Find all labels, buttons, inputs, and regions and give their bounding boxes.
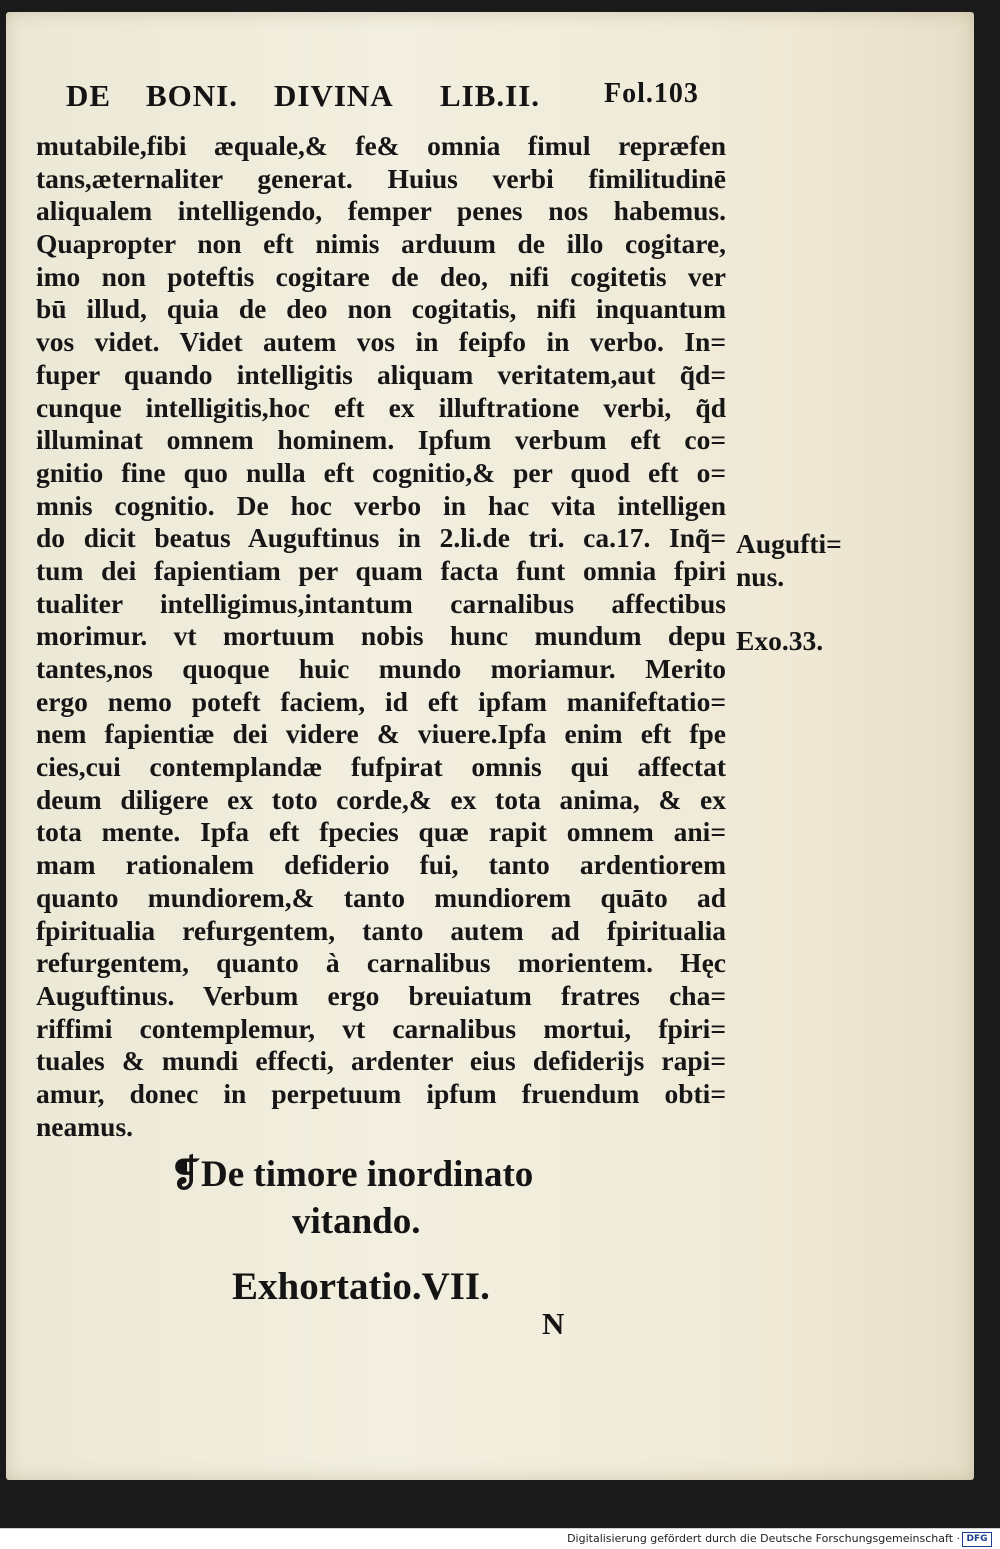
running-header xyxy=(66,78,716,118)
text-line: tualiter intelligimus,intantum carnalibus affectibus xyxy=(36,587,726,619)
margin-note-exodus: Exo.33. xyxy=(736,625,824,657)
text-line: vos videt. Videt autem vos in feipfo in verbo. In= xyxy=(36,326,726,358)
signature-mark: N xyxy=(542,1306,565,1341)
footer-credit: Digitalisierung gefördert durch die Deutsche Forschungsgemeinschaft · xyxy=(567,1532,960,1545)
text-line: tum dei fapientiam per quam facta funt omnia fpiri xyxy=(36,554,726,586)
body-text xyxy=(36,130,726,1143)
section-heading-line-3: Exhortatio.VII. xyxy=(232,1265,490,1308)
text-line: bū illud, quia de deo non cogitatis, nifi inquantum xyxy=(36,293,726,325)
text-line: fpiritualia refurgentem, tanto autem ad fpiritualia xyxy=(36,914,726,946)
text-line: tantes,nos quoque huic mundo moriamur. Merito xyxy=(36,653,726,684)
margin-gap xyxy=(736,593,876,625)
section-heading-line-1: ❡De timore inordinato xyxy=(170,1154,534,1195)
header-word-lib: LIB.II. xyxy=(440,78,541,113)
margin-note-augustinus-2: nus. xyxy=(736,560,785,592)
header-word-boni: BONI. xyxy=(146,78,238,113)
text-line: aliqualem intelligendo, femper penes nos habemus. xyxy=(36,195,726,227)
text-line: do dicit beatus Auguftinus in 2.li.de tri. ca.17. Inq̃= xyxy=(36,522,726,554)
text-line: tota mente. Ipfa eft fpecies quæ rapit omnem ani= xyxy=(36,816,726,848)
text-line: tans,æternaliter generat. Huius verbi fimilitudinē xyxy=(36,162,726,194)
margin-notes xyxy=(736,528,876,658)
text-line: illuminat omnem hominem. Ipfum verbum eft co= xyxy=(36,424,726,456)
section-heading-line-2: vitando. xyxy=(292,1201,421,1242)
text-line: refurgentem, quanto à carnalibus morientem. Hęc xyxy=(36,947,726,979)
text-line: amur, donec in perpetuum ipfum fruendum obti= xyxy=(36,1077,726,1109)
text-line: mutabile,fibi æquale,& fe& omnia fimul repræfen xyxy=(36,130,726,161)
margin-note-augustinus-1: Augufti= xyxy=(736,528,842,559)
text-line: Auguftinus. Verbum ergo breuiatum fratres cha= xyxy=(36,979,726,1011)
header-word-de: DE xyxy=(66,78,112,113)
footer-bar xyxy=(0,1528,1000,1549)
text-line: nem fapientiæ dei videre & viuere.Ipfa enim eft fpe xyxy=(36,718,726,750)
text-line: imo non poteftis cogitare de deo, nifi cogitetis ver xyxy=(36,260,726,292)
text-line: neamus. xyxy=(36,1110,134,1142)
text-line: mam rationalem defiderio fui, tanto ardentiorem xyxy=(36,849,726,881)
text-line: morimur. vt mortuum nobis hunc mundum depu xyxy=(36,620,726,652)
text-line: tuales & mundi effecti, ardenter eius defiderijs rapi= xyxy=(36,1045,726,1077)
text-line: deum diligere ex toto corde,& ex tota anima, & ex xyxy=(36,783,726,815)
folio-number: Fol.103 xyxy=(604,78,699,109)
text-line: ergo nemo poteft faciem, id eft ipfam manifeftatio= xyxy=(36,685,726,717)
text-line: Quapropter non eft nimis arduum de illo cogitare, xyxy=(36,228,726,260)
dfg-logo[interactable]: DFG xyxy=(962,1532,992,1547)
text-line: quanto mundiorem,& tanto mundiorem quāto ad xyxy=(36,881,726,913)
text-line: riffimi contemplemur, vt carnalibus mortui, fpiri= xyxy=(36,1012,726,1044)
text-line: fuper quando intelligitis aliquam veritatem,aut q̃d= xyxy=(36,358,726,390)
text-line: cunque intelligitis,hoc eft ex illuftratione verbi, q̃d xyxy=(36,391,726,423)
text-line: cies,cui contemplandæ fufpirat omnis qui affectat xyxy=(36,751,726,783)
text-line: gnitio fine quo nulla eft cognitio,& per quod eft o= xyxy=(36,456,726,488)
header-word-divina: DIVINA xyxy=(274,78,394,113)
text-line: mnis cognitio. De hoc verbo in hac vita intelligen xyxy=(36,489,726,521)
